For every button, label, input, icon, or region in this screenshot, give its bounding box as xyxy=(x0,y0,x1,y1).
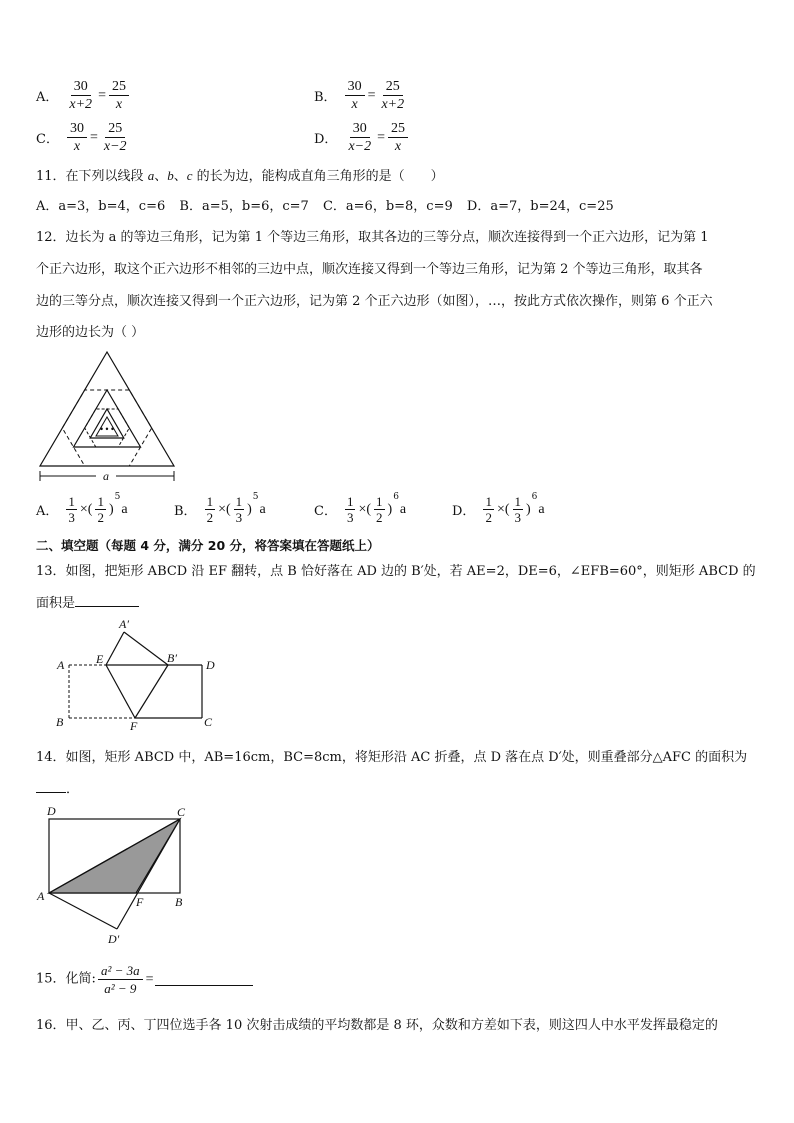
q11-option-b: B．a=5，b=6，c=7 xyxy=(179,199,309,214)
label-B: B xyxy=(175,895,183,909)
fraction: $\frac{25}{x}$ xyxy=(388,120,408,155)
option-label: B． xyxy=(314,90,337,105)
q12-line-2: 个正六边形，取这个正六边形不相邻的三边中点，顺次连接又得到一个等边三角形，记为第 2 个等边三角形，取其各 xyxy=(36,262,703,277)
fraction: $\frac{30}{x}$ xyxy=(345,78,365,113)
label-D: D xyxy=(206,658,215,672)
q11-option-d: D．a=7，b=24，c=25 xyxy=(466,199,614,214)
option-label: C． xyxy=(36,132,59,147)
q11-stem: 11．在下列以线段 a、b、c 的长为边，能构成直角三角形的是（ ） xyxy=(36,168,444,184)
figure-dots: • • • xyxy=(100,424,114,434)
edge-EAp xyxy=(106,632,124,665)
q12-line-3: 边的三等分点，顺次连接又得到一个正六边形，记为第 2 个正六边形（如图），…，按此方式依次操作，则第 6 个正六 xyxy=(36,294,713,309)
q10-option-b: B． $\frac{30}{x}$ = $\frac{25}{x+2}$ xyxy=(314,78,409,113)
fraction: $\frac{30}{x}$ xyxy=(67,120,87,155)
q16-line-1: 16．甲、乙、丙、丁四位选手各 10 次射击成绩的平均数都是 8 环，众数和方差如下表，则这四人中水平发挥最稳定的 xyxy=(36,1018,718,1033)
label-Dp: D′ xyxy=(108,932,120,946)
label-A: A xyxy=(57,658,65,672)
fraction: $\frac{\text{a² − 3a}}{\text{a² − 9}}$ xyxy=(98,962,143,997)
fraction: $\frac{30}{x-2}$ xyxy=(348,121,372,154)
label-B: B xyxy=(56,715,64,729)
q12-line-4: 边形的边长为（ ） xyxy=(36,325,145,340)
q12-line-1: 12．边长为 a 的等边三角形，记为第 1 个等边三角形，取其各边的三等分点，顺次连接得到一个正六边形，记为第 1 xyxy=(36,230,709,245)
q12-option-b: B． $\frac{1}{2}$ ×( $\frac{1}{3}$ )$^5$a xyxy=(174,492,266,525)
edge-ApBp xyxy=(124,632,168,665)
label-C: C xyxy=(177,805,186,819)
q15: 15．化简: $\frac{\text{a² − 3a}}{\text{a² − 9}}$ = xyxy=(36,962,253,997)
q10-option-c: C． $\frac{30}{x}$ = $\frac{25}{x-2}$ xyxy=(36,120,132,155)
q11-option-a: A．a=3，b=4，c=6 xyxy=(36,199,166,214)
q14-figure xyxy=(34,802,198,950)
q12-figure xyxy=(34,348,180,490)
fraction: $\frac{30}{x+2}$ xyxy=(69,79,93,112)
fraction: $\frac{25}{x+2}$ xyxy=(381,79,405,112)
edge-ADp xyxy=(49,893,117,929)
label-Ap: A′ xyxy=(119,617,129,631)
label-Bp: B′ xyxy=(167,651,177,665)
label-F: F xyxy=(130,719,138,732)
label-E: E xyxy=(96,652,104,666)
option-label: D． xyxy=(314,132,338,147)
q13-line-2: 面积是 xyxy=(36,594,139,614)
answer-blank xyxy=(155,973,253,986)
label-D: D xyxy=(47,804,56,818)
q12-option-c: C． $\frac{1}{3}$ ×( $\frac{1}{2}$ )$^6$a xyxy=(314,492,407,525)
answer-blank xyxy=(36,780,66,793)
dimension-label: a xyxy=(103,469,109,483)
edge-BpF xyxy=(135,665,168,718)
fold-EF xyxy=(106,665,135,718)
label-F: F xyxy=(136,895,144,909)
q12-option-d: D． $\frac{1}{2}$ ×( $\frac{1}{3}$ )$^6$a xyxy=(452,492,545,525)
label-A: A xyxy=(37,889,45,903)
section-heading: 二、填空题（每题 4 分，满分 20 分，将答案填在答题纸上） xyxy=(36,538,380,553)
q12-option-a: A． $\frac{1}{3}$ ×( $\frac{1}{2}$ )$^5$a xyxy=(36,492,128,525)
fraction: $\frac{25}{x-2}$ xyxy=(103,121,127,154)
label-C: C xyxy=(204,715,213,729)
option-label: A． xyxy=(36,90,59,105)
q14-line-2: ． xyxy=(36,780,79,800)
q14-line-1: 14．如图，矩形 ABCD 中，AB=16cm，BC=8cm，将矩形沿 AC 折叠，点 D 落在点 D′处，则重叠部分△AFC 的面积为 xyxy=(36,750,748,765)
q10-option-d: D． $\frac{30}{x-2}$ = $\frac{25}{x}$ xyxy=(314,120,410,155)
answer-blank xyxy=(75,594,139,607)
q11-option-c: C．a=6，b=8，c=9 xyxy=(322,199,453,214)
q10-option-a: A． $\frac{30}{x+2}$ = $\frac{25}{x}$ xyxy=(36,78,131,113)
q13-figure xyxy=(52,612,226,732)
fraction: $\frac{25}{x}$ xyxy=(109,78,129,113)
q13-line-1: 13．如图，把矩形 ABCD 沿 EF 翻转，点 B 恰好落在 AD 边的 B′处，若 AE=2，DE=6，∠EFB=60°，则矩形 ABCD 的 xyxy=(36,564,756,579)
q11-options xyxy=(36,197,614,217)
